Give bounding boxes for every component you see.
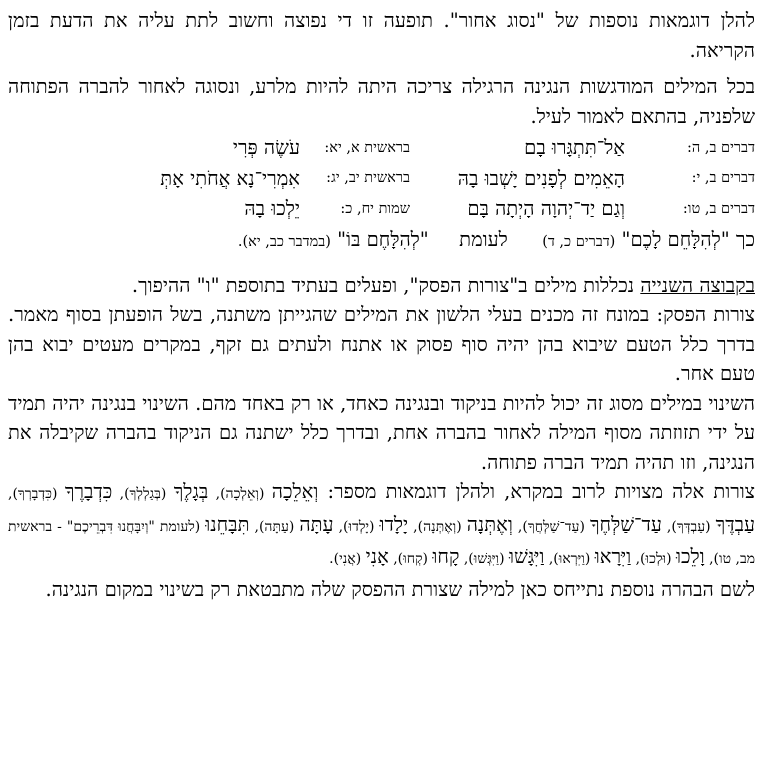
example-word-b: אִמְרִי־נָא אֲחֹתִי אָתְּ xyxy=(160,166,300,190)
pausal-form-word: וָלֵכוּ xyxy=(676,545,705,568)
normal-form-gloss: (וּלְכוּ), xyxy=(631,551,676,567)
contrast-line xyxy=(8,225,755,257)
example-row xyxy=(8,164,755,195)
normal-form-gloss: (וְאֶתְּנָה), xyxy=(408,518,467,535)
example-row xyxy=(8,133,755,164)
contrast-word-1: "לְהִלָּחֵם לָכֶם" xyxy=(621,227,730,251)
normal-form-gloss: (לעומת "וְיִבָּחֲנוּ דִּבְרֵיכֶם" - בראשית מב, טו), xyxy=(8,518,755,567)
closing-paragraph: לשם הבהרה נוספת נתייחס כאן למילה שצורת ההפסק שלה מתבטאת רק בשינוי במקום הנגינה. xyxy=(45,577,755,601)
normal-form-gloss: (עַתָּה), xyxy=(249,518,300,535)
pausal-form-word: וַיִּרָאוּ xyxy=(594,545,632,568)
contrast-lead: כך xyxy=(735,227,755,251)
example-word-b: עֹשֶׂה פְּרִי xyxy=(232,136,300,160)
pausal-form-word: וְאֵלֵכָה xyxy=(271,480,319,503)
second-group-heading: בקבוצה השנייה xyxy=(640,273,755,297)
contrast-ref-1: (דברים כ, ד) xyxy=(542,233,616,250)
example-ref-a: דברים ב, ה: xyxy=(687,139,755,156)
normal-form-gloss: (יָלְדוּ), xyxy=(333,518,380,535)
pausal-forms-text: במונח זה מכנים בעלי הלשון את המילים שהגייתן משתנה, בשל הופעתן בסוף מאמר. בדרך כלל הטעם שיבוא בהן יהיה סוף פסוק או אתנח ולעתים גם זקף, במקרים מעטים יבוא בהן טעם אחר. xyxy=(8,303,755,385)
pausal-form-word: בְּגָלֶךָ xyxy=(173,480,209,503)
normal-form-gloss: (בְּגַלְלְךָ), xyxy=(112,486,174,502)
contrast-word-2: "לְהִלָּחֶם בּוֹ" xyxy=(337,227,429,251)
contrast-ref-2: (במדבר כב, יא). xyxy=(237,233,331,250)
second-group-paragraph xyxy=(8,271,755,301)
change-paragraph: השינוי במילים מסוג זה יכול להיות בניקוד ובנגינה כאחד, או רק באחד מהם. השינוי בנגינה יהיה תמיד על ידי תזוזתה מסוף המילה לאחור בהברה אחת, ובדרך כלל ישתנה גם הניקוד בהברה שקיבלה את הנגינה, וזו תהיה תמיד הברה פתוחה. xyxy=(8,391,755,474)
pausal-form-word: עָתָּה xyxy=(299,512,334,536)
forms-intro-text: צורות אלה מצויות לרוב במקרא, ולהלן דוגמאות מספר: xyxy=(318,480,755,503)
pausal-form-word: קָחוּ xyxy=(432,545,460,568)
second-group-text: נכללות מילים ב"צורות הפסק", ופעלים בעתיד בתוספת "ו" ההיפוך. xyxy=(131,273,641,297)
example-word-a: הָאֵמִים לְפָנִים יָשְׁבוּ בָהּ xyxy=(457,166,625,190)
rule-paragraph: בכל המילים המודגשות הנגינה הרגילה צריכה היתה להיות מלרע, ונסוגה לאחור להברה הפתוחה שלפניה, בהתאם לאמור לעיל. xyxy=(8,75,755,128)
pausal-form-word: אָנִי xyxy=(365,545,389,568)
example-ref-a: דברים ב, י: xyxy=(691,170,755,187)
normal-form-gloss: (עַד־שַׁלְּחֲךָ), xyxy=(512,518,590,535)
intro-paragraph: להלן דוגמאות נוספות של "נסוג אחור". תופעה זו די נפוצה וחשוב לתת עליה את הדעת בזמן הקריאה. xyxy=(8,9,755,62)
normal-form-gloss: (וַיִּרְאוּ), xyxy=(544,551,595,567)
pausal-form-word: עַד־שַׁלְּחֶךָ xyxy=(589,512,662,536)
examples-table xyxy=(8,133,755,225)
example-ref-b: בראשית יב, יג: xyxy=(326,170,410,187)
pausal-form-word: וְאֶתְּנָה xyxy=(466,512,513,536)
example-ref-b: שמות יח, כ: xyxy=(340,200,410,217)
example-word-a: אַל־תִּתְגָּרוּ בָם xyxy=(524,136,625,160)
pausal-forms-paragraph xyxy=(8,300,755,389)
pausal-form-word: וַיִּגָּשׁוּ xyxy=(509,545,545,568)
example-word-a: וְגַם יַד־יְהוָה הָיְתָה בָּם xyxy=(467,197,625,221)
normal-form-gloss: (כִּדְבָרְךָ), xyxy=(8,486,65,502)
pausal-forms-term: צורות הפסק: xyxy=(656,303,755,326)
example-ref-a: דברים ב, טו: xyxy=(682,200,755,217)
normal-form-gloss: (עַבְדְּךָ), xyxy=(661,518,716,535)
contrast-middle: לעומת xyxy=(459,227,508,251)
pausal-form-word: כִּדְבָרֶךָ xyxy=(64,480,113,503)
pausal-form-word: עַבְדֶּךָ xyxy=(715,512,755,536)
normal-form-gloss: (קְחוּ), xyxy=(388,551,433,567)
pausal-form-word: יָלָדוּ xyxy=(379,512,409,536)
normal-form-gloss: (וַיִּגְּשׁוּ), xyxy=(459,551,510,567)
normal-form-gloss: (וְאֵלְכָה), xyxy=(208,486,272,502)
forms-examples-paragraph xyxy=(8,477,755,575)
pausal-form-word: תִּבָּחֵנוּ xyxy=(205,512,250,536)
example-word-b: יֵלְכוּ בָהּ xyxy=(244,197,300,221)
normal-form-gloss: (אֲנִי). xyxy=(329,551,366,567)
example-ref-b: בראשית א, יא: xyxy=(324,139,410,156)
example-row xyxy=(8,194,755,225)
